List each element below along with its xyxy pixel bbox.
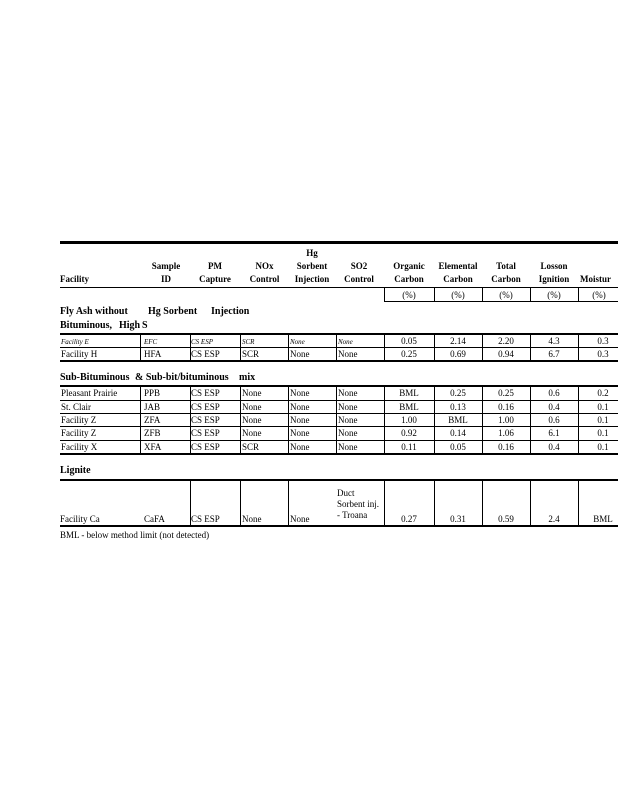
unit-organic: (%) <box>402 290 416 300</box>
section-title: Bituminous, <box>60 320 112 331</box>
col-sample-id-1: Sample <box>151 261 181 271</box>
col-organic-1: Organic <box>393 261 425 271</box>
col-nox-2: Control <box>249 274 280 284</box>
unit-total: (%) <box>499 290 513 300</box>
section-title: mix <box>239 372 256 383</box>
unit-moisture: (%) <box>592 290 606 300</box>
unit-loi: (%) <box>547 290 561 300</box>
section-title: S <box>142 320 148 331</box>
heading-part3: Injection <box>211 306 250 317</box>
col-hg-2: Sorbent <box>296 261 328 271</box>
col-total-1: Total <box>496 261 516 271</box>
unit-elemental: (%) <box>451 290 465 300</box>
col-elemental-2: Carbon <box>443 274 473 284</box>
col-so2-1: SO2 <box>350 261 368 271</box>
header-rule <box>60 287 618 288</box>
col-hg-3: Injection <box>294 274 330 284</box>
top-rule <box>60 241 618 244</box>
col-moisture: Moistur <box>580 274 611 284</box>
col-so2-2: Control <box>344 274 374 284</box>
heading-part2: Hg Sorbent <box>148 306 198 317</box>
col-organic-2: Carbon <box>394 274 424 284</box>
col-facility: Facility <box>60 274 89 284</box>
footnote: BML - below method limit (not detected) <box>60 530 210 540</box>
col-pm-1: PM <box>208 261 222 271</box>
heading-part1: Fly Ash without <box>60 306 128 317</box>
col-loi-1: Losson <box>540 261 568 271</box>
col-elemental-1: Elemental <box>438 261 478 271</box>
section-title: & Sub-bit/bituminous <box>135 372 229 383</box>
col-total-2: Carbon <box>491 274 521 284</box>
col-sample-id-2: ID <box>160 274 171 284</box>
section-title: High <box>119 320 141 331</box>
col-nox-1: NOx <box>255 261 274 271</box>
section-title: Sub-Bituminous <box>60 372 130 383</box>
col-hg-1: Hg <box>306 248 318 258</box>
col-pm-2: Capture <box>199 274 231 284</box>
section-title: Lignite <box>60 465 91 476</box>
col-loi-2: Ignition <box>538 274 570 284</box>
